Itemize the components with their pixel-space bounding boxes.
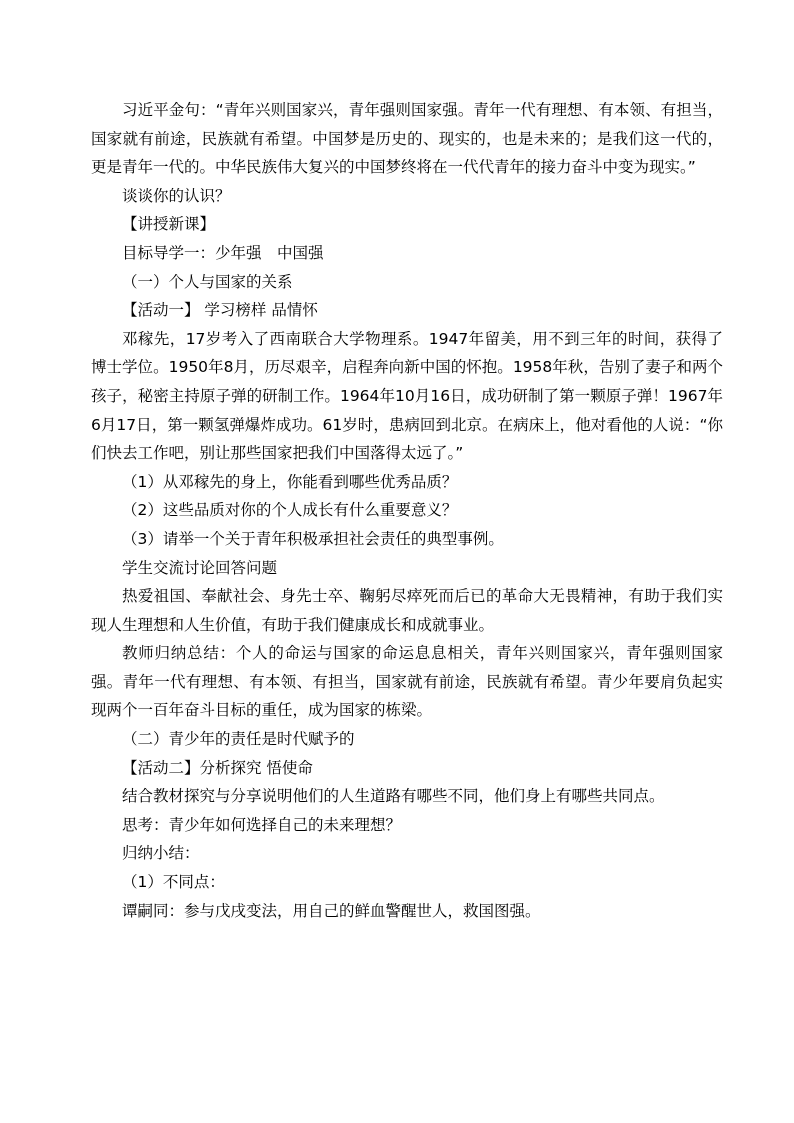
goal-heading-1: 目标导学一：少年强 中国强 xyxy=(122,243,324,262)
explore-paragraph: 结合教材探究与分享说明他们的人生道路有哪些不同，他们身上有哪些共同点。 xyxy=(122,787,665,806)
question-1: （1）从邓稼先的身上，你能看到哪些优秀品质？ xyxy=(122,472,458,491)
question-2: （2）这些品质对你的个人成长有什么重要意义？ xyxy=(122,501,458,520)
student-discussion: 学生交流讨论回答问题 xyxy=(122,558,278,577)
question-3: （3）请举一个关于青年积极承担社会责任的典型事例。 xyxy=(122,529,504,548)
deng-jiaxian-paragraph: 邓稼先，17岁考入了西南联合大学物理系。1947年留美，用不到三年的时间，获得了博士学位。1950年8月，历尽艰辛，启程奔向新中国的怀抱。1958年秋，告别了妻子和两个孩子，秘密主持原子弹的研制工作。1964年10月16日，成功研制了第一颗原子弹！1967年6月17日，第一颗氢弹爆炸成功。61岁时，患病回到北京。在病床上，他对看他的人说：“你们快去工作吧，别让那些国家把我们中国落得太远了。” xyxy=(91,329,723,463)
think-question: 思考：青少年如何选择自己的未来理想？ xyxy=(122,815,402,834)
document-page xyxy=(91,96,723,925)
subheading-youth-responsibility: （二）青少年的责任是时代赋予的 xyxy=(122,730,355,749)
tan-sitong-paragraph: 谭嗣同：参与戊戌变法，用自己的鲜血警醒世人，救国图强。 xyxy=(122,901,541,920)
xi-quote-paragraph: 习近平金句：“青年兴则国家兴，青年强则国家强。青年一代有理想、有本领、有担当，国家就有前途，民族就有希望。中国梦是历史的、现实的，也是未来的；是我们这一代的，更是青年一代的。中华民族伟大复兴的中国梦终将在一代代青年的接力奋斗中变为现实。” xyxy=(91,101,723,177)
differences-heading: （1）不同点： xyxy=(122,873,225,892)
section-heading-new-lesson: 【讲授新课】 xyxy=(122,215,216,234)
teacher-summary-paragraph: 教师归纳总结：个人的命运与国家的命运息息相关，青年兴则国家兴，青年强则国家强。青年一代有理想、有本领、有担当，国家就有前途，民族就有希望。青少年要肩负起实现两个一百年奋斗目标的重任，成为国家的栋梁。 xyxy=(91,644,723,720)
subheading-individual-and-nation: （一）个人与国家的关系 xyxy=(122,272,293,291)
conclusion-heading: 归纳小结： xyxy=(122,844,200,863)
discussion-prompt: 谈谈你的认识？ xyxy=(122,186,231,205)
activity-2-heading: 【活动二】分析探究 悟使命 xyxy=(122,758,313,777)
activity-1-heading: 【活动一】 学习榜样 品情怀 xyxy=(122,301,318,320)
answer-paragraph: 热爱祖国、奉献社会、身先士卒、鞠躬尽瘁死而后已的革命大无畏精神，有助于我们实现人生理想和人生价值，有助于我们健康成长和成就事业。 xyxy=(91,587,723,634)
